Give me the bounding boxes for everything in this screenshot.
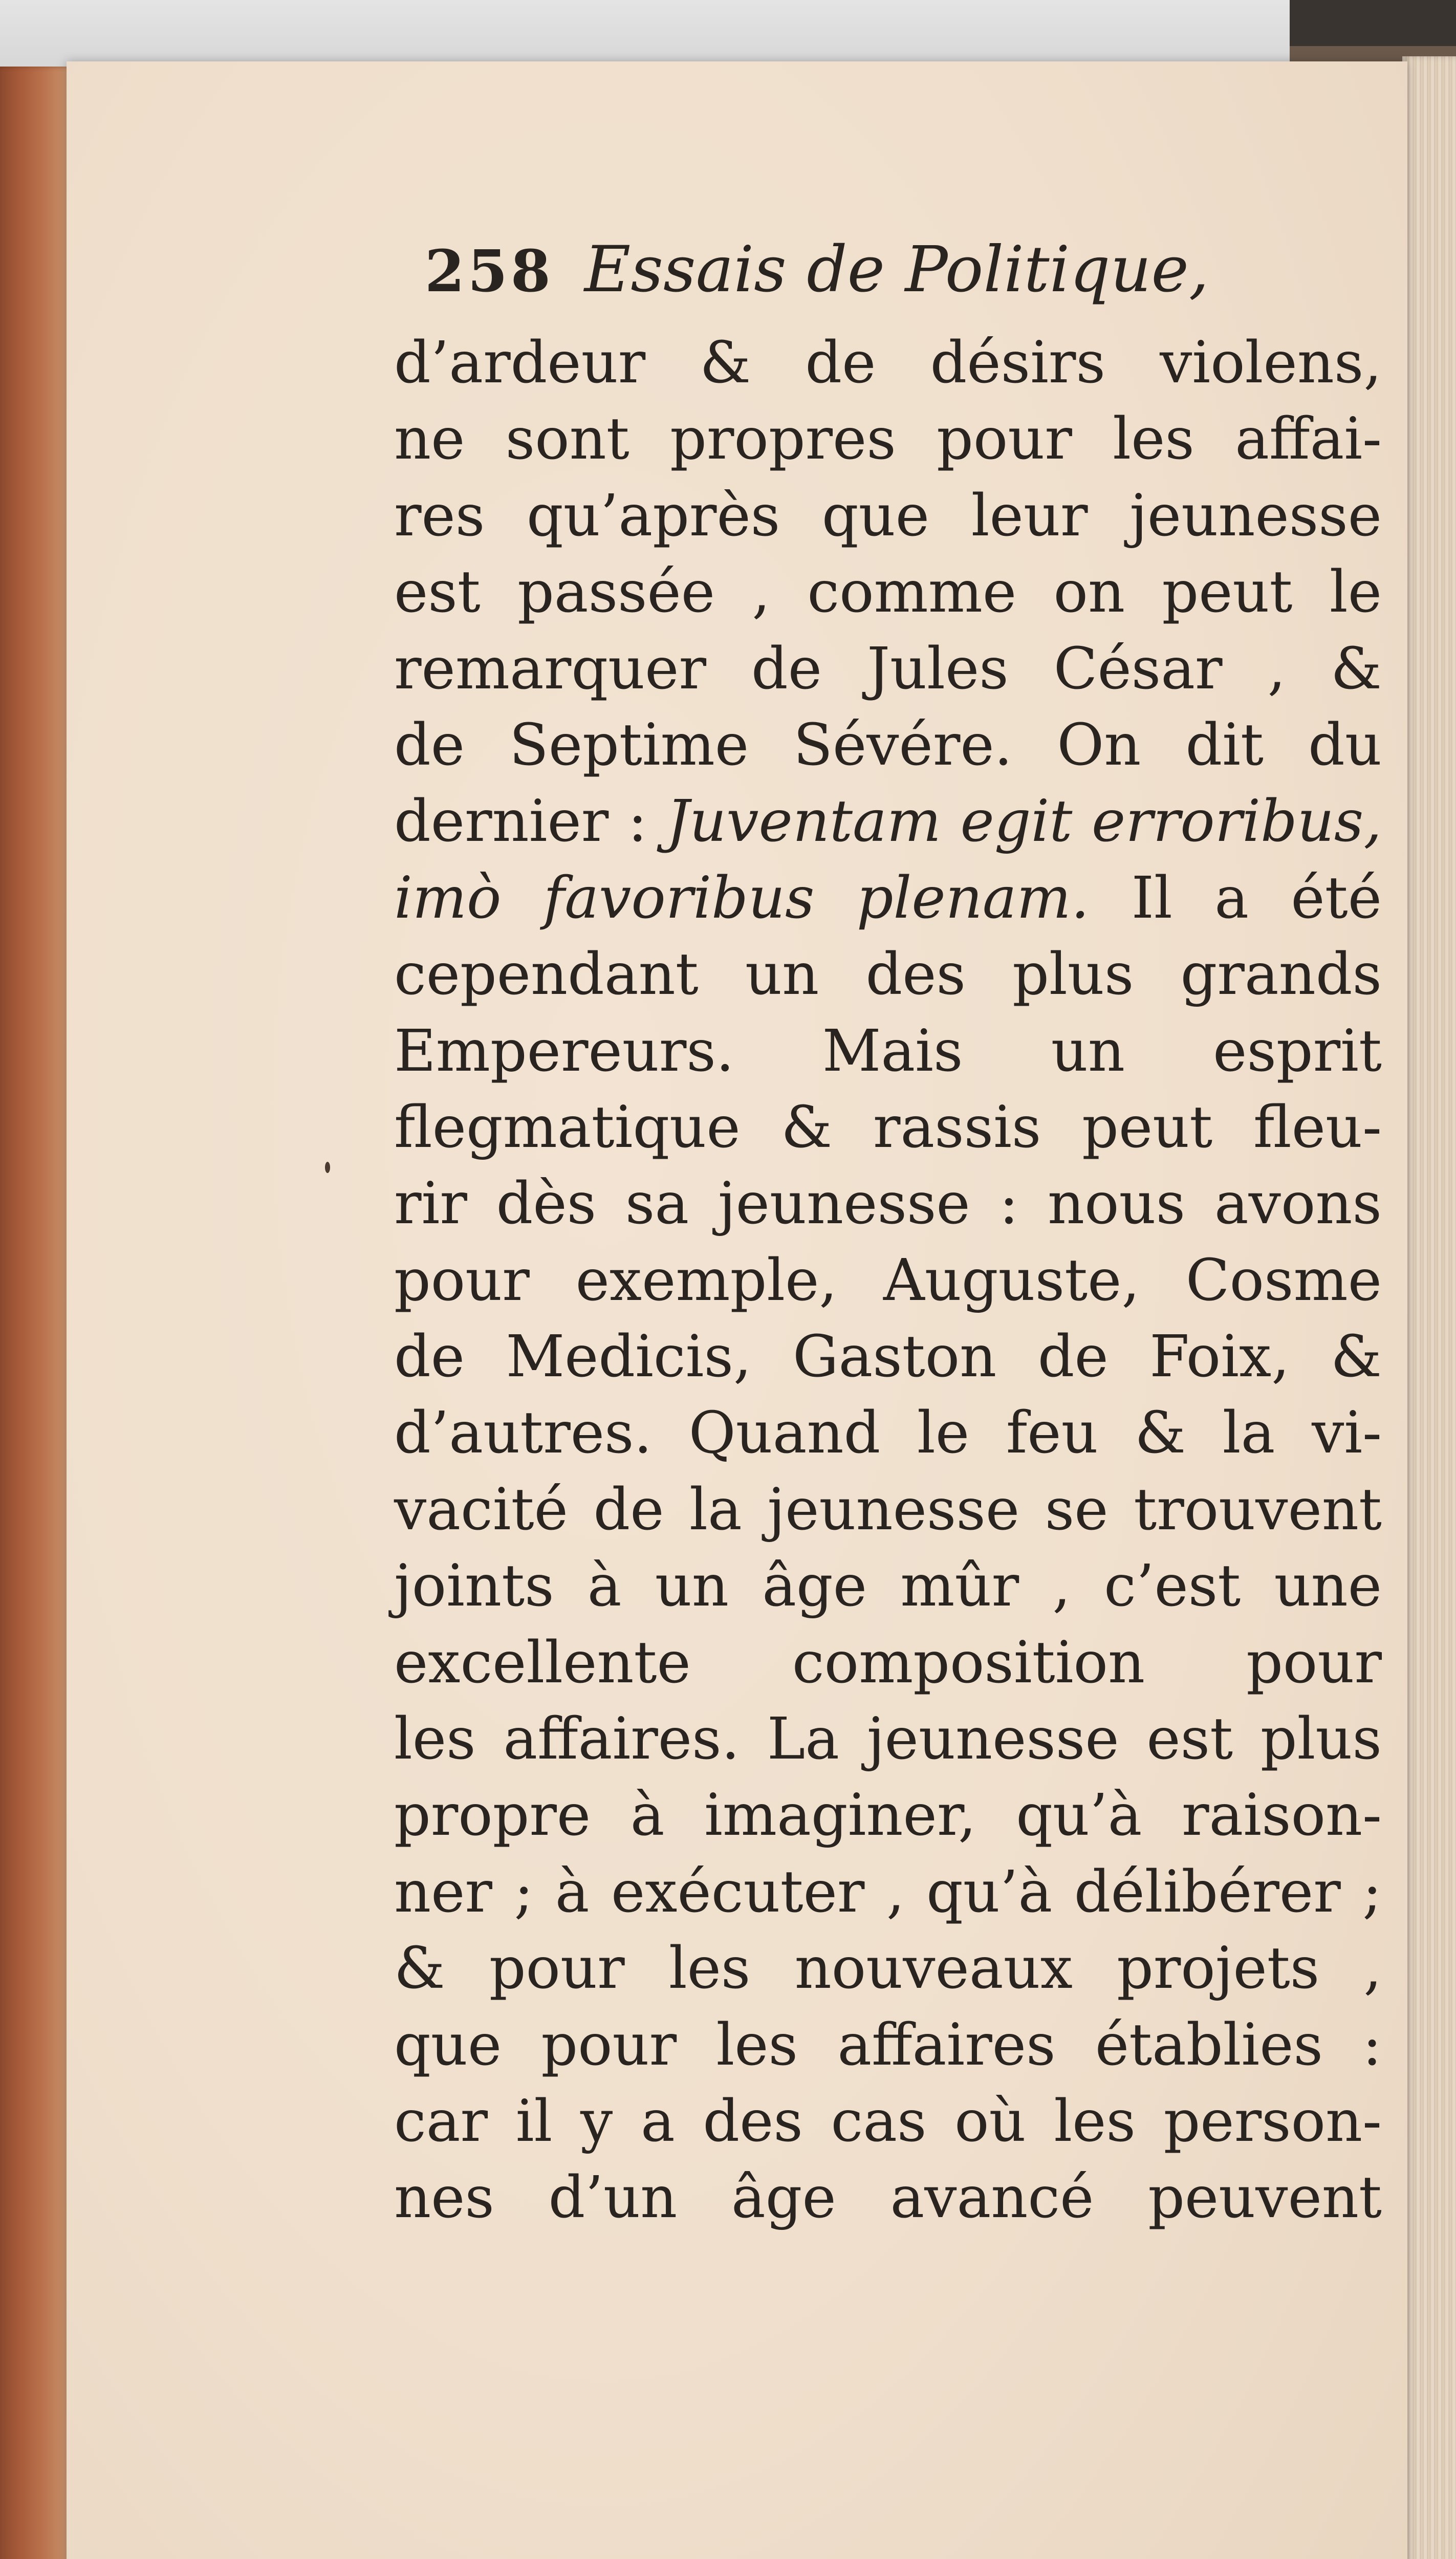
text-line xyxy=(394,1472,1382,1548)
text-line xyxy=(394,784,1382,860)
text-line xyxy=(394,2160,1382,2236)
text-segment: nes d’un âge avancé peuvent xyxy=(394,2164,1382,2231)
text-line xyxy=(394,860,1382,937)
italic-segment: imò favoribus plenam. xyxy=(394,864,1090,931)
text-line xyxy=(394,1013,1382,1090)
text-segment: Il a été xyxy=(1089,864,1382,931)
body-text xyxy=(394,325,1382,2237)
text-line xyxy=(394,2084,1382,2160)
text-segment: ne sont propres pour les affai- xyxy=(394,406,1382,473)
text-line xyxy=(394,325,1382,401)
text-line xyxy=(394,478,1382,554)
text-line xyxy=(394,554,1382,631)
running-head xyxy=(425,233,1397,335)
text-line xyxy=(394,1854,1382,1931)
text-segment: flegmatique & rassis peut fleu- xyxy=(394,1094,1382,1161)
text-line xyxy=(394,1777,1382,1854)
text-segment: les affaires. La jeunesse est plus xyxy=(394,1706,1382,1773)
text-line xyxy=(394,937,1382,1013)
text-line xyxy=(394,1395,1382,1471)
text-segment: rir dès sa jeunesse : nous avons xyxy=(394,1170,1382,1238)
page-number: 258 xyxy=(425,238,554,305)
italic-segment: Juventam egit erroribus, xyxy=(666,788,1382,855)
text-segment: pour exemple, Auguste, Cosme xyxy=(394,1247,1382,1314)
text-line xyxy=(394,1548,1382,1624)
text-segment: de Septime Sévére. On dit du xyxy=(394,711,1382,778)
page-speck xyxy=(325,1162,330,1173)
text-segment: & pour les nouveaux projets , xyxy=(394,1935,1382,2002)
text-line xyxy=(394,1319,1382,1395)
book-edge xyxy=(0,67,77,2559)
text-segment: de Medicis, Gaston de Foix, & xyxy=(394,1324,1382,1391)
text-segment: cependant un des plus grands xyxy=(394,941,1382,1008)
text-segment: dernier : xyxy=(394,788,667,855)
text-segment: est passée , comme on peut le xyxy=(394,559,1382,626)
text-line xyxy=(394,1166,1382,1242)
text-segment: Empereurs. Mais un esprit xyxy=(394,1017,1382,1085)
running-title: Essais de Politique, xyxy=(584,233,1209,307)
text-segment: propre à imaginer, qu’à raison- xyxy=(394,1782,1382,1849)
text-segment: d’autres. Quand le feu & la vi- xyxy=(394,1400,1382,1467)
text-line xyxy=(394,707,1382,784)
text-line xyxy=(394,1090,1382,1166)
text-segment: res qu’après que leur jeunesse xyxy=(394,482,1382,549)
text-segment: joints à un âge mûr , c’est une xyxy=(394,1553,1382,1620)
page-stack-edge xyxy=(1402,56,1456,2559)
text-segment: car il y a des cas où les person- xyxy=(394,2088,1382,2155)
text-line xyxy=(394,2007,1382,2084)
text-segment: ner ; à exécuter , qu’à délibérer ; xyxy=(394,1858,1382,1925)
text-line xyxy=(394,1931,1382,2007)
text-line xyxy=(394,401,1382,478)
text-line xyxy=(394,631,1382,707)
text-line xyxy=(394,1625,1382,1701)
text-segment: remarquer de Jules César , & xyxy=(394,635,1382,702)
text-segment: d’ardeur & de désirs violens, xyxy=(394,330,1382,396)
text-segment: excellente composition pour xyxy=(394,1629,1382,1696)
text-segment: vacité de la jeunesse se trouvent xyxy=(394,1476,1382,1543)
text-line xyxy=(394,1243,1382,1319)
text-line xyxy=(394,1701,1382,1777)
text-segment: que pour les affaires établies : xyxy=(394,2011,1382,2078)
